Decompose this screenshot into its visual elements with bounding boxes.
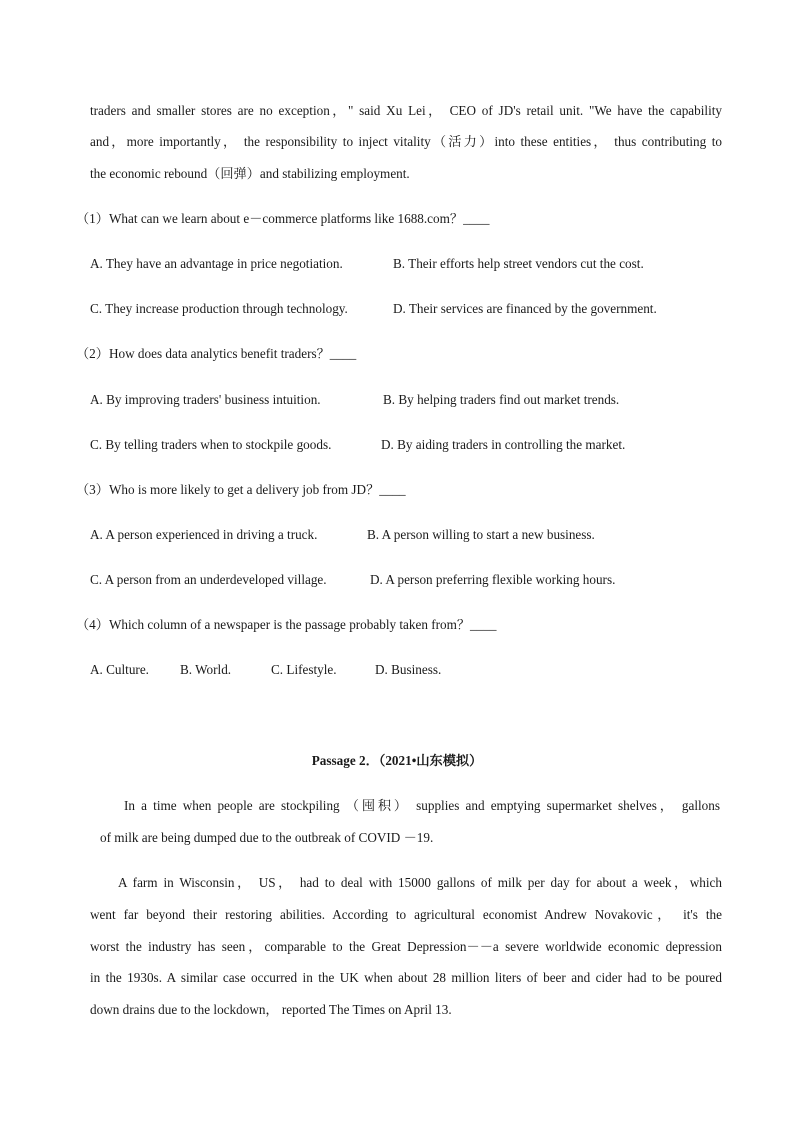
option-a: A. By improving traders' business intuition.	[90, 392, 321, 407]
option-c: C. A person from an underdeveloped village.	[90, 572, 327, 587]
paragraph-line: down drains due to the lockdown， reported The Times on April 13.	[90, 1002, 452, 1017]
question-stem: （2）How does data analytics benefit traders？____	[76, 346, 357, 361]
option-d: D. By aiding traders in controlling the market.	[381, 437, 626, 452]
paragraph-line: In a time when people are stockpiling （囤积） supplies and emptying supermarket shelves， gallons	[124, 798, 720, 813]
option-b: B. World.	[180, 662, 232, 677]
passage1-line: the economic rebound（回弹）and stabilizing employment.	[90, 166, 410, 181]
option-d: D. Their services are financed by the government.	[393, 301, 657, 316]
option-b: B. Their efforts help street vendors cut the cost.	[393, 256, 644, 271]
option-a: A. They have an advantage in price negotiation.	[90, 256, 343, 271]
option-d: D. Business.	[375, 662, 442, 677]
passage1-line: traders and smaller stores are no exception，" said Xu Lei， CEO of JD's retail unit. "We have the capability	[90, 103, 722, 118]
question-stem: （3）Who is more likely to get a delivery job from JD？____	[76, 482, 406, 497]
option-c: C. Lifestyle.	[271, 662, 337, 677]
option-b: B. A person willing to start a new business.	[367, 527, 595, 542]
option-c: C. By telling traders when to stockpile goods.	[90, 437, 332, 452]
passage2-title: Passage 2．（2021•山东模拟）	[311, 753, 483, 768]
question-stem: （1）What can we learn about e－commerce platforms like 1688.com？____	[76, 211, 490, 226]
option-d: D. A person preferring flexible working hours.	[370, 572, 616, 587]
paragraph-line: in the 1930s. A similar case occurred in the UK when about 28 million liters of beer and cider had to be poured	[90, 970, 722, 985]
option-a: A. A person experienced in driving a truck.	[90, 527, 318, 542]
question-stem: （4）Which column of a newspaper is the passage probably taken from？____	[76, 617, 497, 632]
passage1-line: and，more importantly， the responsibility to inject vitality（活力）into these entities， thus contributing to	[90, 134, 722, 149]
option-c: C. They increase production through technology.	[90, 301, 348, 316]
option-b: B. By helping traders find out market trends.	[383, 392, 620, 407]
paragraph-line: went far beyond their restoring abilities. According to agricultural economist Andrew Novakovic， it's the	[90, 907, 722, 922]
paragraph-line: A farm in Wisconsin， US， had to deal with 15000 gallons of milk per day for about a week，which	[118, 875, 722, 890]
paragraph-line: worst the industry has seen，comparable to the Great Depression－－a severe worldwide economic depression	[90, 939, 722, 954]
option-a: A. Culture.	[90, 662, 149, 677]
paragraph-line: of milk are being dumped due to the outbreak of COVID －19.	[100, 830, 434, 845]
